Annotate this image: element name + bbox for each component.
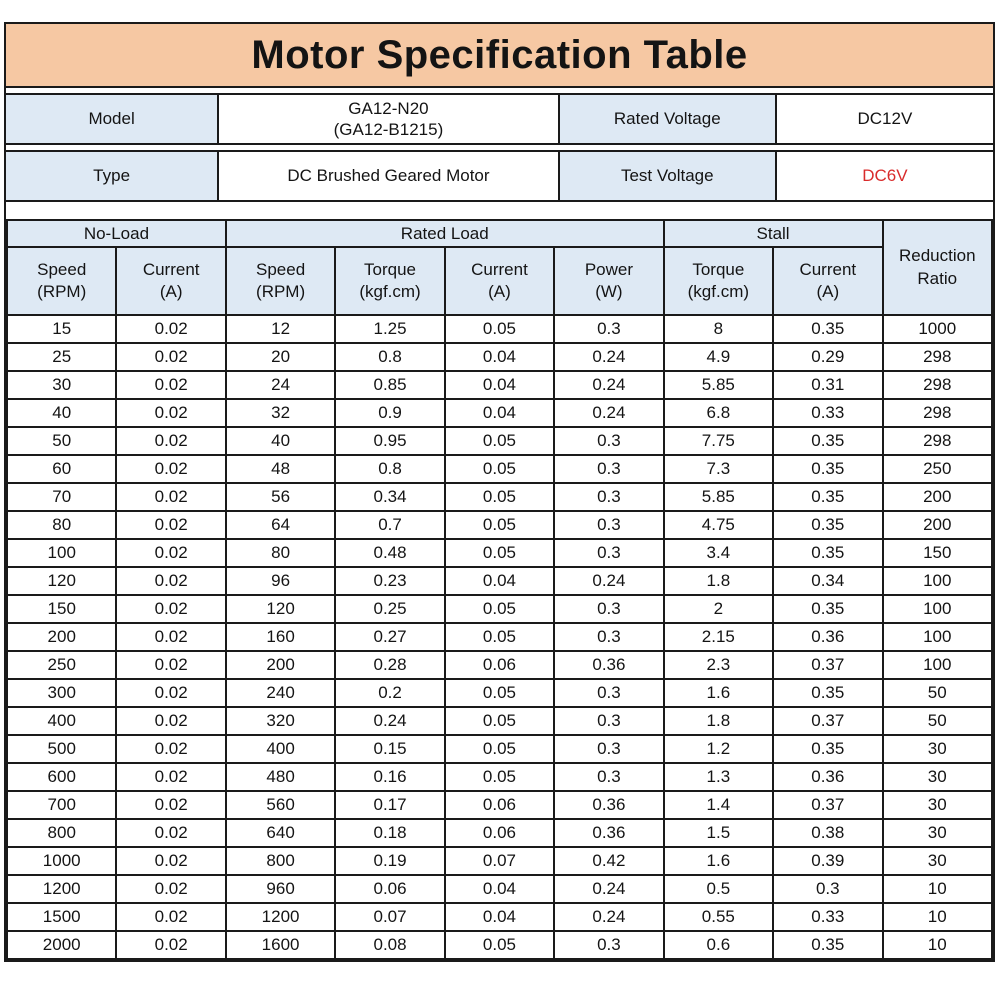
spec-cell: 0.16 (335, 763, 444, 791)
spec-cell: 0.02 (116, 707, 225, 735)
spec-cell: 1.5 (664, 819, 773, 847)
spec-cell: 0.02 (116, 511, 225, 539)
spec-cell: 0.23 (335, 567, 444, 595)
spec-row (7, 875, 992, 903)
spec-cell: 0.37 (773, 651, 882, 679)
column-header-4 (445, 247, 554, 315)
spec-cell: 0.02 (116, 679, 225, 707)
spec-cell: 0.05 (445, 679, 554, 707)
spec-cell: 298 (883, 399, 993, 427)
spec-row (7, 735, 992, 763)
column-header-line1: Speed (37, 259, 87, 279)
info-row-model (6, 93, 993, 145)
spec-cell: 0.35 (773, 539, 882, 567)
spec-cell: 50 (883, 679, 993, 707)
spec-cell: 0.15 (335, 735, 444, 763)
spec-cell: 150 (7, 595, 116, 623)
column-header-line1: Torque (364, 259, 417, 279)
model-label: Model (6, 95, 217, 143)
spec-cell: 0.36 (554, 819, 663, 847)
spec-row (7, 399, 992, 427)
spec-cell: 0.02 (116, 875, 225, 903)
spec-cell: 0.05 (445, 539, 554, 567)
spec-cell: 100 (7, 539, 116, 567)
spec-cell: 0.02 (116, 735, 225, 763)
spec-cell: 0.02 (116, 623, 225, 651)
spec-cell: 30 (883, 847, 993, 875)
spec-cell: 0.3 (554, 511, 663, 539)
spec-cell: 0.28 (335, 651, 444, 679)
spec-cell: 0.17 (335, 791, 444, 819)
spec-cell: 0.05 (445, 623, 554, 651)
spec-cell: 0.37 (773, 707, 882, 735)
spec-cell: 7.75 (664, 427, 773, 455)
spec-cell: 1000 (7, 847, 116, 875)
spec-cell: 960 (226, 875, 335, 903)
spec-cell: 0.24 (554, 399, 663, 427)
spec-cell: 4.9 (664, 343, 773, 371)
spec-cell: 80 (226, 539, 335, 567)
spec-cell: 250 (883, 455, 993, 483)
spec-cell: 3.4 (664, 539, 773, 567)
spec-cell: 640 (226, 819, 335, 847)
spec-cell: 0.6 (664, 931, 773, 959)
column-header-line2: (A) (816, 282, 840, 301)
spec-cell: 0.02 (116, 567, 225, 595)
spec-row (7, 455, 992, 483)
spec-cell: 8 (664, 315, 773, 343)
spec-cell: 50 (883, 707, 993, 735)
spec-cell: 0.39 (773, 847, 882, 875)
spec-cell: 1.8 (664, 707, 773, 735)
spec-cell: 12 (226, 315, 335, 343)
spec-row (7, 427, 992, 455)
spec-cell: 0.07 (445, 847, 554, 875)
spec-row (7, 539, 992, 567)
spec-cell: 0.04 (445, 567, 554, 595)
spec-cell: 400 (226, 735, 335, 763)
spec-cell: 0.85 (335, 371, 444, 399)
spec-cell: 60 (7, 455, 116, 483)
spec-cell: 10 (883, 931, 993, 959)
section-gap (6, 202, 993, 219)
spec-cell: 0.33 (773, 903, 882, 931)
spec-cell: 50 (7, 427, 116, 455)
spec-cell: 160 (226, 623, 335, 651)
spec-cell: 0.19 (335, 847, 444, 875)
spec-cell: 0.3 (554, 483, 663, 511)
spec-cell: 2.15 (664, 623, 773, 651)
spec-row (7, 791, 992, 819)
spec-cell: 0.05 (445, 427, 554, 455)
spec-cell: 0.24 (554, 903, 663, 931)
spec-cell: 0.3 (773, 875, 882, 903)
column-header-line1: Current (799, 259, 857, 279)
spec-cell: 32 (226, 399, 335, 427)
spec-cell: 250 (7, 651, 116, 679)
spec-cell: 0.05 (445, 707, 554, 735)
spec-cell: 480 (226, 763, 335, 791)
model-value (217, 95, 558, 143)
spec-table-head (7, 220, 992, 315)
column-header-2 (226, 247, 335, 315)
spec-cell: 200 (883, 511, 993, 539)
spec-cell: 0.33 (773, 399, 882, 427)
spec-cell: 120 (226, 595, 335, 623)
spec-cell: 0.24 (554, 567, 663, 595)
spec-cell: 0.3 (554, 931, 663, 959)
spec-cell: 0.02 (116, 651, 225, 679)
column-header-line2: (W) (595, 282, 623, 301)
spec-cell: 0.48 (335, 539, 444, 567)
spec-cell: 1500 (7, 903, 116, 931)
spec-cell: 10 (883, 875, 993, 903)
spec-cell: 0.8 (335, 455, 444, 483)
spec-cell: 1.3 (664, 763, 773, 791)
spec-cell: 1.8 (664, 567, 773, 595)
spec-row (7, 567, 992, 595)
spec-row (7, 371, 992, 399)
spec-cell: 0.36 (554, 791, 663, 819)
column-header-6 (664, 247, 773, 315)
spec-cell: 1.2 (664, 735, 773, 763)
spec-row (7, 511, 992, 539)
spec-cell: 0.34 (773, 567, 882, 595)
spec-cell: 0.27 (335, 623, 444, 651)
spec-cell: 30 (883, 819, 993, 847)
spec-cell: 0.25 (335, 595, 444, 623)
spec-cell: 0.24 (335, 707, 444, 735)
spec-cell: 700 (7, 791, 116, 819)
spec-cell: 0.02 (116, 427, 225, 455)
spec-cell: 150 (883, 539, 993, 567)
spec-cell: 56 (226, 483, 335, 511)
test-voltage-value: DC6V (775, 152, 993, 200)
spec-cell: 0.36 (773, 623, 882, 651)
spec-cell: 0.35 (773, 483, 882, 511)
spec-row (7, 763, 992, 791)
spec-row (7, 847, 992, 875)
spec-row (7, 595, 992, 623)
spec-cell: 0.05 (445, 483, 554, 511)
spec-cell: 0.08 (335, 931, 444, 959)
spec-row (7, 651, 992, 679)
spec-cell: 0.35 (773, 315, 882, 343)
column-header-line2: (A) (159, 282, 183, 301)
spec-cell: 96 (226, 567, 335, 595)
spec-cell: 0.02 (116, 539, 225, 567)
spec-cell: 0.36 (773, 763, 882, 791)
spec-cell: 0.24 (554, 371, 663, 399)
spec-cell: 6.8 (664, 399, 773, 427)
spec-row (7, 483, 992, 511)
column-header-line2: (RPM) (37, 282, 87, 301)
column-header-line1: Speed (256, 259, 306, 279)
spec-cell: 1200 (7, 875, 116, 903)
spec-cell: 100 (883, 651, 993, 679)
column-header-row (7, 247, 992, 315)
spec-cell: 200 (883, 483, 993, 511)
spec-cell: 0.02 (116, 763, 225, 791)
spec-cell: 100 (883, 567, 993, 595)
spec-cell: 70 (7, 483, 116, 511)
spec-cell: 5.85 (664, 483, 773, 511)
spec-cell: 30 (7, 371, 116, 399)
spec-cell: 0.02 (116, 847, 225, 875)
spec-cell: 600 (7, 763, 116, 791)
spec-cell: 0.3 (554, 455, 663, 483)
column-header-line1: Power (584, 259, 633, 279)
group-header-stall: Stall (664, 220, 883, 247)
spec-cell: 0.24 (554, 875, 663, 903)
spec-cell: 240 (226, 679, 335, 707)
spec-cell: 80 (7, 511, 116, 539)
spec-row (7, 903, 992, 931)
info-row-type (6, 150, 993, 202)
spec-cell: 0.06 (445, 791, 554, 819)
column-header-line2: (kgf.cm) (359, 282, 421, 301)
spec-row (7, 315, 992, 343)
column-header-3 (335, 247, 444, 315)
spec-cell: 0.02 (116, 791, 225, 819)
spec-cell: 298 (883, 427, 993, 455)
group-header-row (7, 220, 992, 247)
spec-cell: 0.06 (335, 875, 444, 903)
spec-cell: 1200 (226, 903, 335, 931)
spec-cell: 0.8 (335, 343, 444, 371)
column-header-line2: (A) (488, 282, 511, 301)
spec-cell: 800 (226, 847, 335, 875)
spec-cell: 0.02 (116, 931, 225, 959)
spec-cell: 0.37 (773, 791, 882, 819)
spec-cell: 40 (7, 399, 116, 427)
column-header-0 (7, 247, 116, 315)
spec-cell: 200 (226, 651, 335, 679)
spec-cell: 1.6 (664, 679, 773, 707)
test-voltage-label: Test Voltage (558, 152, 775, 200)
spec-cell: 0.2 (335, 679, 444, 707)
column-header-1 (116, 247, 225, 315)
spec-row (7, 343, 992, 371)
spec-sheet (4, 22, 995, 962)
group-header-no-load: No-Load (7, 220, 226, 247)
spec-cell: 1600 (226, 931, 335, 959)
spec-row (7, 707, 992, 735)
spec-cell: 0.02 (116, 483, 225, 511)
spec-cell: 1.6 (664, 847, 773, 875)
spec-cell: 7.3 (664, 455, 773, 483)
spec-cell: 0.02 (116, 595, 225, 623)
spec-cell: 0.3 (554, 707, 663, 735)
spec-cell: 20 (226, 343, 335, 371)
spec-cell: 0.04 (445, 371, 554, 399)
spec-cell: 0.3 (554, 315, 663, 343)
spec-cell: 0.35 (773, 931, 882, 959)
spec-cell: 0.35 (773, 455, 882, 483)
column-header-5 (554, 247, 663, 315)
type-label: Type (6, 152, 217, 200)
spec-cell: 24 (226, 371, 335, 399)
spec-cell: 1.4 (664, 791, 773, 819)
spec-cell: 2 (664, 595, 773, 623)
spec-cell: 0.02 (116, 343, 225, 371)
spec-cell: 0.31 (773, 371, 882, 399)
spec-cell: 30 (883, 763, 993, 791)
spec-cell: 0.05 (445, 735, 554, 763)
spec-cell: 0.05 (445, 511, 554, 539)
spec-cell: 2.3 (664, 651, 773, 679)
spec-cell: 0.35 (773, 679, 882, 707)
spec-cell: 64 (226, 511, 335, 539)
spec-cell: 560 (226, 791, 335, 819)
column-header-line2: (kgf.cm) (687, 282, 750, 301)
spec-cell: 0.18 (335, 819, 444, 847)
spec-row (7, 623, 992, 651)
spec-cell: 0.02 (116, 455, 225, 483)
spec-cell: 298 (883, 371, 993, 399)
spec-cell: 0.3 (554, 679, 663, 707)
spec-cell: 0.35 (773, 595, 882, 623)
spec-cell: 120 (7, 567, 116, 595)
spec-cell: 0.05 (445, 455, 554, 483)
spec-cell: 0.05 (445, 763, 554, 791)
spec-cell: 0.3 (554, 595, 663, 623)
spec-row (7, 931, 992, 959)
spec-cell: 0.95 (335, 427, 444, 455)
spec-cell: 0.35 (773, 735, 882, 763)
spec-cell: 0.3 (554, 763, 663, 791)
spec-cell: 0.02 (116, 315, 225, 343)
spec-cell: 0.02 (116, 819, 225, 847)
spec-cell: 0.5 (664, 875, 773, 903)
spec-table-body (7, 315, 992, 959)
column-header-line1: Current (471, 259, 528, 279)
spec-cell: 320 (226, 707, 335, 735)
rated-voltage-label: Rated Voltage (558, 95, 775, 143)
spec-cell: 2000 (7, 931, 116, 959)
group-header-rated-load: Rated Load (226, 220, 664, 247)
spec-cell: 40 (226, 427, 335, 455)
spec-cell: 0.02 (116, 399, 225, 427)
spec-cell: 0.35 (773, 427, 882, 455)
spec-cell: 0.04 (445, 343, 554, 371)
spec-cell: 0.04 (445, 903, 554, 931)
spec-cell: 0.35 (773, 511, 882, 539)
spec-cell: 15 (7, 315, 116, 343)
spec-cell: 0.3 (554, 735, 663, 763)
spec-row (7, 819, 992, 847)
spec-cell: 5.85 (664, 371, 773, 399)
spec-cell: 30 (883, 735, 993, 763)
spec-cell: 0.05 (445, 595, 554, 623)
spec-cell: 800 (7, 819, 116, 847)
spec-cell: 298 (883, 343, 993, 371)
spec-cell: 0.07 (335, 903, 444, 931)
spec-cell: 0.3 (554, 427, 663, 455)
spec-cell: 30 (883, 791, 993, 819)
spec-cell: 0.29 (773, 343, 882, 371)
column-header-reduction-ratio: Reduction Ratio (883, 220, 993, 315)
spec-cell: 200 (7, 623, 116, 651)
spec-cell: 48 (226, 455, 335, 483)
column-header-line1: Torque (692, 259, 745, 279)
spec-cell: 0.24 (554, 343, 663, 371)
model-value-line2: (GA12-B1215) (333, 120, 444, 139)
spec-table (6, 219, 993, 960)
title-bar (6, 24, 993, 88)
spec-cell: 0.04 (445, 875, 554, 903)
spec-cell: 0.36 (554, 651, 663, 679)
spec-row (7, 679, 992, 707)
spec-cell: 0.7 (335, 511, 444, 539)
spec-cell: 100 (883, 595, 993, 623)
type-value: DC Brushed Geared Motor (217, 152, 558, 200)
spec-cell: 0.05 (445, 931, 554, 959)
column-header-line1: Current (142, 259, 200, 279)
rated-voltage-value: DC12V (775, 95, 993, 143)
spec-cell: 300 (7, 679, 116, 707)
spec-cell: 0.02 (116, 371, 225, 399)
spec-cell: 10 (883, 903, 993, 931)
spec-cell: 0.04 (445, 399, 554, 427)
spec-cell: 0.06 (445, 651, 554, 679)
spec-cell: 0.3 (554, 623, 663, 651)
spec-cell: 0.38 (773, 819, 882, 847)
spec-cell: 0.42 (554, 847, 663, 875)
spec-cell: 0.3 (554, 539, 663, 567)
spec-cell: 1.25 (335, 315, 444, 343)
spec-cell: 0.34 (335, 483, 444, 511)
model-value-line1: GA12-N20 (348, 98, 429, 118)
spec-cell: 100 (883, 623, 993, 651)
spec-cell: 0.02 (116, 903, 225, 931)
spec-cell: 500 (7, 735, 116, 763)
column-header-line2: (RPM) (256, 282, 306, 301)
spec-cell: 0.9 (335, 399, 444, 427)
spec-cell: 0.55 (664, 903, 773, 931)
column-header-7 (773, 247, 882, 315)
spec-cell: 400 (7, 707, 116, 735)
spec-cell: 1000 (883, 315, 993, 343)
spec-cell: 0.06 (445, 819, 554, 847)
page-title: Motor Specification Table (251, 32, 748, 77)
spec-cell: 0.05 (445, 315, 554, 343)
spec-cell: 25 (7, 343, 116, 371)
spec-cell: 4.75 (664, 511, 773, 539)
